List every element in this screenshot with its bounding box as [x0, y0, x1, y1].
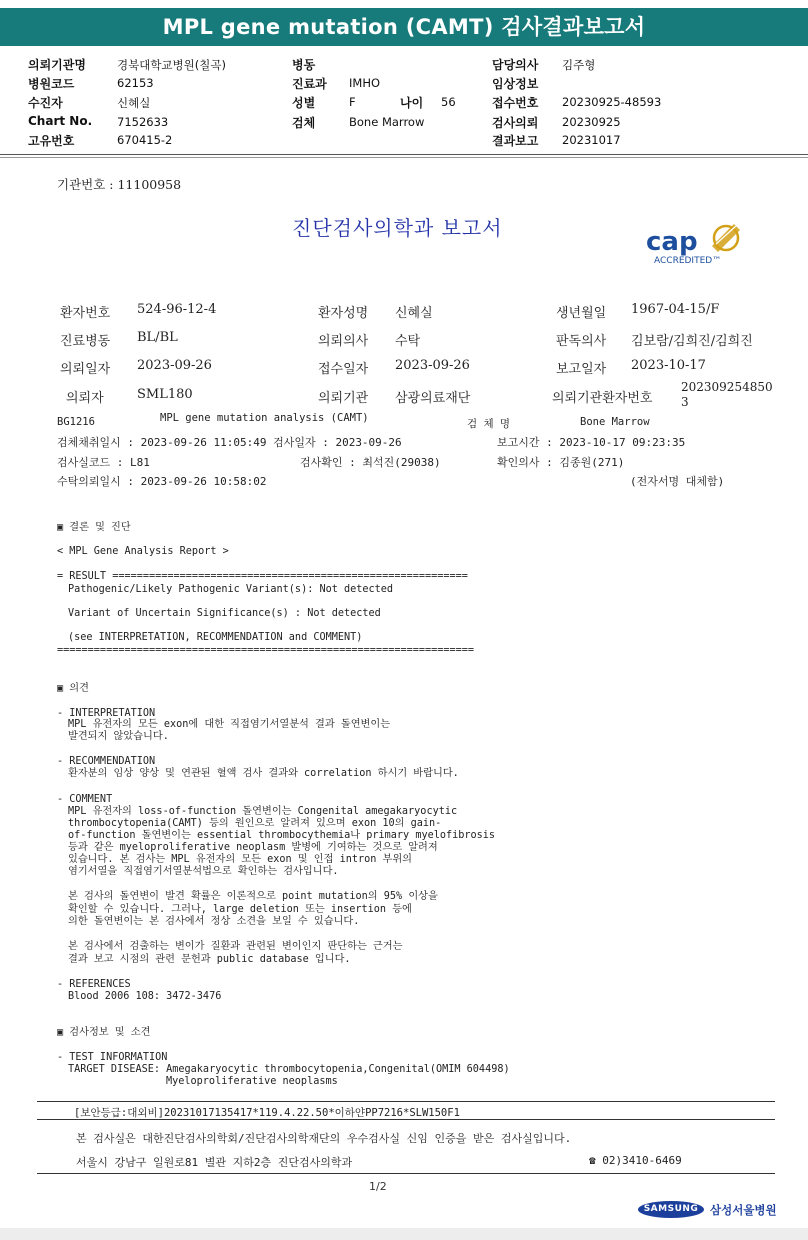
test-code: BG1216: [57, 416, 95, 428]
samsung-hospital-logo: [638, 1199, 778, 1221]
hdr-value-doctor: 김주형: [562, 58, 596, 72]
patient-value: BL/BL: [137, 330, 178, 345]
result-pathogenic: Pathogenic/Likely Pathogenic Variant(s): Not detected: [68, 584, 394, 595]
recommendation-header: - RECOMMENDATION: [57, 756, 156, 767]
reference-item: Blood 2006 108: 3472-3476: [68, 991, 222, 1002]
references-header: - REFERENCES: [57, 979, 131, 990]
report-name: < MPL Gene Analysis Report >: [57, 546, 229, 557]
patient-label: 진료병동: [60, 334, 111, 349]
test-line-3: 수탁의뢰일시 : 2023-09-26 10:58:02: [57, 475, 267, 488]
security-line: [보안등급:대외비]20231017135417*119.4.22.50*이하얀PP7216*SLW150F1: [74, 1107, 460, 1119]
patient-label: 보고일자: [556, 362, 607, 377]
result-line: = RESULT ==========================================================: [57, 571, 468, 582]
patient-label: 의뢰자: [66, 391, 104, 406]
target-disease-cont: Myeloproliferative neoplasms: [166, 1076, 338, 1087]
certification-text: 본 검사실은 대한진단검사의학회/진단검사의학재단의 우수검사실 신임 인증을 받은 검사실입니다.: [76, 1132, 572, 1145]
patient-value: 1967-04-15/F: [631, 302, 720, 317]
hdr-value-specimen: Bone Marrow: [349, 115, 425, 129]
test-information-header: - TEST INFORMATION: [57, 1052, 168, 1063]
hdr-label-patient: 수진자: [28, 96, 63, 110]
patient-label: 의뢰기관환자번호: [552, 391, 653, 406]
hdr-label-unique-no: 고유번호: [28, 134, 75, 148]
target-disease: TARGET DISEASE: Amegakaryocytic thrombocytopenia,Congenital(OMIM 604498): [68, 1064, 510, 1075]
interpretation-header: - INTERPRETATION: [57, 708, 156, 719]
hdr-label-hospital-code: 병원코드: [28, 77, 75, 91]
header-divider-2: [0, 157, 808, 158]
institution-number: 기관번호 : 11100958: [57, 177, 182, 192]
samsung-hospital-name: 삼성서울병원: [710, 1203, 777, 1217]
section-header-result: ▣ 결론 및 진단: [57, 522, 131, 533]
specimen-label: 검 체 명: [467, 418, 511, 430]
header-divider: [0, 154, 808, 155]
hdr-value-chart: 7152633: [117, 115, 169, 129]
section-header-test-info: ▣ 검사정보 및 소견: [57, 1027, 151, 1038]
hdr-value-report-date: 20231017: [562, 133, 621, 147]
hdr-value-age: 56: [441, 95, 456, 109]
result-end-line: ====================================================================: [57, 645, 475, 656]
test-line-2-mid: 검사확인 : 최석진(29038): [300, 456, 441, 469]
patient-label: 의뢰일자: [60, 362, 111, 377]
comment-header: - COMMENT: [57, 794, 113, 805]
hdr-value-receipt-no: 20230925-48593: [562, 95, 662, 109]
hdr-label-clinical-info: 임상정보: [492, 77, 539, 91]
hdr-label-institution: 의뢰기관명: [28, 58, 86, 72]
cap-logo-text: cap: [646, 227, 698, 257]
cap-logo-subtext: ACCREDITED™: [654, 256, 722, 266]
hdr-value-dept: IMHO: [349, 76, 381, 90]
hdr-label-sex: 성별: [292, 96, 316, 110]
result-vus: Variant of Uncertain Significance(s) : Not detected: [68, 608, 381, 619]
footer-top-rule: [37, 1101, 775, 1102]
test-line-2-right: 확인의사 : 김종원(271): [497, 456, 625, 469]
patient-value: 삼광의료재단: [395, 391, 471, 406]
test-line-1: 검체채취일시 : 2023-09-26 11:05:49 검사일자 : 2023-09-26: [57, 436, 402, 449]
hdr-value-request-date: 20230925: [562, 115, 621, 129]
lab-address: 서울시 강남구 일원로81 별관 지하2층 진단검사의학과: [76, 1156, 353, 1169]
patient-label: 접수일자: [318, 362, 369, 377]
comment-line: thrombocytopenia(CAMT) 등의 원인으로 알려져 있으며 exon 10의 gain-: [68, 818, 442, 829]
patient-value-cont: 3: [681, 395, 689, 409]
patient-value: 2023-09-26: [137, 358, 212, 373]
recommendation-line: 환자분의 임상 양상 및 연관된 혈액 검사 결과와 correlation 하시기 바랍니다.: [68, 768, 459, 779]
report-title: MPL gene mutation (CAMT) 검사결과보고서: [162, 15, 646, 39]
patient-value: 김보람/김희진/김희진: [631, 334, 753, 349]
patient-value: 202309254850: [681, 380, 773, 394]
test-line-3-right: (전자서명 대체함): [630, 475, 725, 488]
patient-label: 생년월일: [556, 306, 607, 321]
patient-label: 환자번호: [60, 306, 111, 321]
test-line-2: 검사실코드 : L81: [57, 456, 150, 469]
test-line-1-right: 보고시간 : 2023-10-17 09:23:35: [497, 436, 686, 449]
comment-line: 의한 돌연변이는 본 검사에서 정상 소견을 보일 수 있습니다.: [68, 916, 360, 927]
section-header-opinion: ▣ 의견: [57, 683, 89, 694]
hdr-label-dept: 진료과: [292, 77, 327, 91]
hdr-label-report-date: 결과보고: [492, 134, 539, 148]
patient-value: 2023-09-26: [395, 358, 470, 373]
patient-value: 2023-10-17: [631, 358, 706, 373]
page-bottom-margin: [0, 1228, 808, 1240]
hdr-value-hospital-code: 62153: [117, 76, 154, 90]
patient-value: SML180: [137, 387, 193, 402]
lab-phone: ☎ 02)3410-6469: [589, 1154, 682, 1167]
hdr-value-unique-no: 670415-2: [117, 133, 173, 147]
comment-line: 본 검사에서 검출하는 변이가 질환과 관련된 변이인지 판단하는 근거는: [68, 941, 403, 952]
hdr-label-ward: 병동: [292, 58, 316, 72]
footer-mid-rule: [37, 1119, 775, 1120]
page-number: 1/2: [369, 1180, 387, 1193]
comment-line: 결과 보고 시점의 관련 문헌과 public database 입니다.: [68, 954, 351, 965]
patient-label: 의뢰의사: [318, 334, 369, 349]
comment-line: of-function 돌연변이는 essential thrombocythemia나 primary myelofibrosis: [68, 830, 496, 841]
patient-value: 수탁: [395, 334, 421, 349]
comment-line: 본 검사의 돌연변이 발견 확률은 이론적으로 point mutation의 95% 이상을: [68, 891, 438, 902]
hdr-label-age: 나이: [400, 96, 424, 110]
patient-label: 판독의사: [556, 334, 607, 349]
report-title-bar: [0, 8, 808, 46]
cap-accredited-logo: [642, 218, 752, 270]
interpretation-line: 발견되지 않았습니다.: [68, 731, 169, 742]
patient-value: 신혜실: [395, 306, 433, 321]
hdr-label-chart: Chart No.: [28, 114, 93, 128]
patient-label: 의뢰기관: [318, 391, 369, 406]
comment-line: 등과 같은 myeloproliferative neoplasm 발병에 기여하는 것으로 알려져: [68, 842, 438, 853]
comment-line: 염기서열을 직접염기서열분석법으로 확인하는 검사입니다.: [68, 866, 339, 877]
hdr-label-specimen: 검체: [292, 116, 316, 130]
samsung-logo-badge: SAMSUNG: [638, 1201, 704, 1218]
comment-line: 확인할 수 있습니다. 그러나, large deletion 또는 insertion 등에: [68, 904, 412, 915]
specimen-value: Bone Marrow: [580, 416, 650, 428]
patient-value: 524-96-12-4: [137, 302, 217, 317]
cap-logo-icon: [642, 218, 752, 270]
report-heading: 진단검사의학과 보고서: [292, 216, 503, 240]
hdr-label-request-date: 검사의뢰: [492, 116, 539, 130]
footer-bottom-rule: [37, 1173, 775, 1174]
hdr-value-patient: 신혜실: [117, 96, 151, 110]
hdr-value-sex: F: [349, 95, 356, 109]
hdr-label-receipt-no: 접수번호: [492, 96, 539, 110]
hdr-label-doctor: 담당의사: [492, 58, 539, 72]
hdr-value-institution: 경북대학교병원(칠곡): [117, 58, 226, 72]
result-see-note: (see INTERPRETATION, RECOMMENDATION and COMMENT): [68, 632, 363, 643]
interpretation-line: MPL 유전자의 모든 exon에 대한 직접염기서열분석 결과 돌연변이는: [68, 719, 391, 730]
test-name: MPL gene mutation analysis (CAMT): [160, 412, 369, 424]
patient-label: 환자성명: [318, 306, 369, 321]
comment-line: 있습니다. 본 검사는 MPL 유전자의 모든 exon 및 인접 intron 부위의: [68, 854, 413, 865]
comment-line: MPL 유전자의 loss-of-function 돌연변이는 Congenital amegakaryocytic: [68, 806, 458, 817]
